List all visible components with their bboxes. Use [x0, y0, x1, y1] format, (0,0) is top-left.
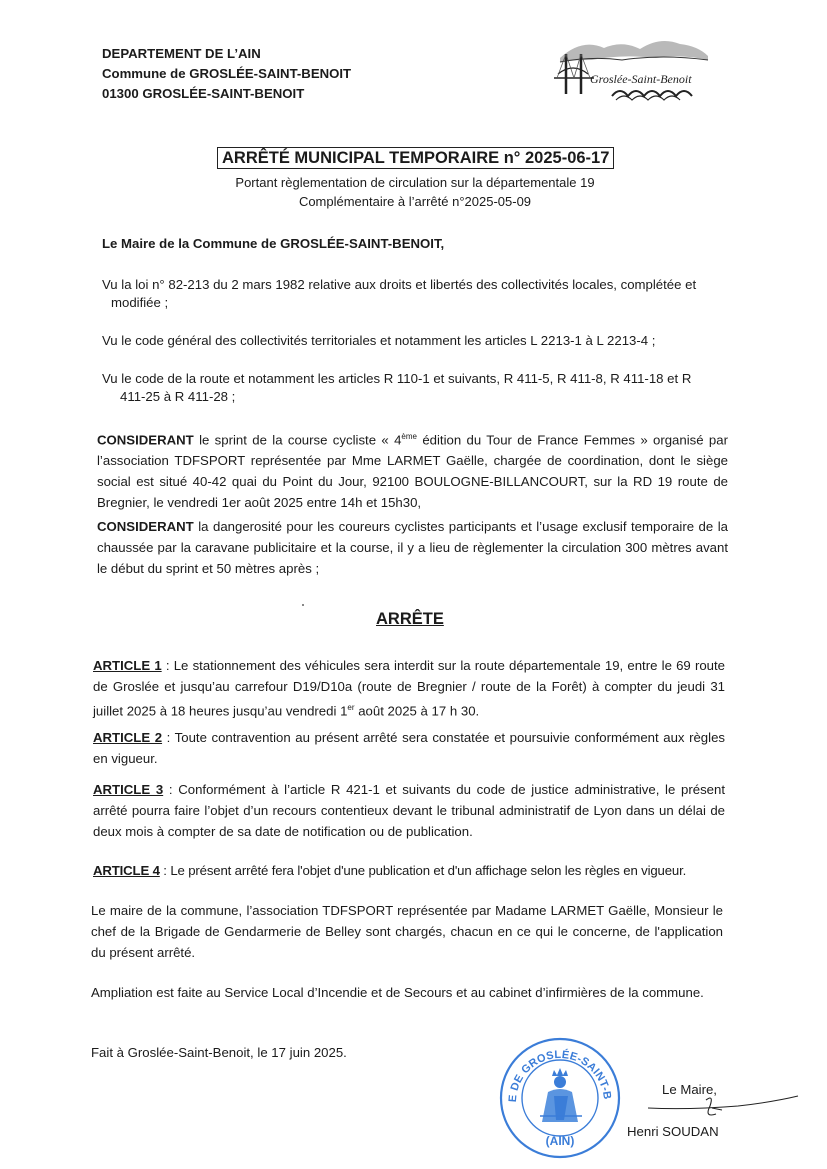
article-label: ARTICLE 4 [93, 863, 160, 878]
vu-clause-2: Vu le code général des collectivités territoriales et notamment les articles L 2213-1 à L 2213-4 ; [102, 333, 656, 348]
bridge-mountains-logo [552, 36, 712, 106]
article-label: ARTICLE 2 [93, 730, 163, 745]
document-subtitle: Portant règlementation de circulation sur la départementale 19 [235, 175, 595, 190]
considerant-keyword: CONSIDERANT [97, 432, 194, 448]
signatory-name: Henri SOUDAN [627, 1124, 719, 1139]
vu-clause-1: Vu la loi n° 82-213 du 2 mars 1982 relative aux droits et libertés des collectivités locales, complétée et [102, 277, 697, 292]
considerant-1: CONSIDERANT le sprint de la course cycliste « 4ème édition du Tour de France Femmes » organisé par l’association TDFSPORT représentée par Mme LARMET Gaëlle, chargée de coordination, dont le siège social est situé 40-42 quai du Point du Jour, 92100 BOULOGNE-BILLANCOURT, sur la RD 19 route de Bregnier, le vendredi 1er août 2025 entre 14h et 15h30, [97, 432, 728, 511]
logo-text: Groslée-Saint-Benoit [590, 72, 692, 86]
document-title: ARRÊTÉ MUNICIPAL TEMPORAIRE n° 2025-06-17 [217, 147, 614, 169]
ampliation-clause: Ampliation est faite au Service Local d’Incendie et de Secours et au cabinet d’infirmières de la commune. [91, 985, 704, 1000]
scan-speck [302, 604, 304, 606]
mayor-intro: Le Maire de la Commune de GROSLÉE-SAINT-BENOIT, [102, 236, 445, 251]
decision-heading: ARRÊTE [376, 610, 444, 628]
commune-line: Commune de GROSLÉE-SAINT-BENOIT [102, 66, 352, 81]
vu-clause-3: Vu le code de la route et notamment les articles R 110-1 et suivants, R 411-5, R 411-8, R 411-18 et R [102, 371, 692, 386]
issuer-header [102, 44, 351, 104]
stamp-department: (AIN) [545, 1134, 575, 1148]
signatory-title: Le Maire, [662, 1082, 717, 1097]
document-reference: Complémentaire à l’arrêté n°2025-05-09 [298, 194, 532, 209]
article-label: ARTICLE 3 [93, 782, 164, 797]
article-4: ARTICLE 4 : Le présent arrêté fera l'objet d'une publication et d'un affichage selon les règles en vigueur. [93, 863, 687, 878]
place-date: Fait à Groslée-Saint-Benoit, le 17 juin 2025. [91, 1045, 347, 1060]
stamp-text: E DE GROSLÉE-SAINT-B [506, 1048, 614, 1103]
considerant-2: CONSIDERANT la dangerosité pour les coureurs cyclistes participants et l’usage exclusif temporaire de la chaussée par la caravane publicitaire et la course, il y a lieu de règlementer la circulation 300 mètres avant le début du sprint et 50 mètres après ; [97, 519, 728, 576]
article-label: ARTICLE 1 [93, 658, 162, 673]
vu-clause-3-continued: 411-25 à R 411-28 ; [120, 389, 236, 404]
article-2: ARTICLE 2 : Toute contravention au présent arrêté sera constatée et poursuivie conformément aux règles en vigueur. [93, 730, 726, 766]
article-3: ARTICLE 3 : Conformément à l’article R 421-1 et suivants du code de justice administrative, le présent arrêté pourra faire l’objet d’un recours contentieux devant le tribunal administratif de Lyon dans un délai de deux mois à compter de sa date de notification ou de publication. [93, 782, 726, 839]
considerant-keyword: CONSIDERANT [97, 519, 194, 534]
vu-clause-1-continued: modifiée ; [111, 295, 169, 310]
department-line: DEPARTEMENT DE L’AIN [102, 46, 261, 61]
article-1: ARTICLE 1 : Le stationnement des véhicules sera interdit sur la route départementale 19, entre le 69 route de Groslée et jusqu’au carrefour D19/D10a (route de Bregnier / route de la Forêt) à compter du jeudi 31 juillet 2025 à 18 heures jusqu’au vendredi 1er août 2025 à 17 h 30. [93, 658, 726, 719]
logo-graphic [552, 36, 712, 106]
postal-line: 01300 GROSLÉE-SAINT-BENOIT [102, 86, 305, 101]
execution-clause: Le maire de la commune, l’association TDFSPORT représentée par Madame LARMET Gaëlle, Monsieur le chef de la Brigade de Gendarmerie de Belley sont chargés, chacun en ce qui le concerne, de l'application du présent arrêté. [91, 903, 723, 960]
